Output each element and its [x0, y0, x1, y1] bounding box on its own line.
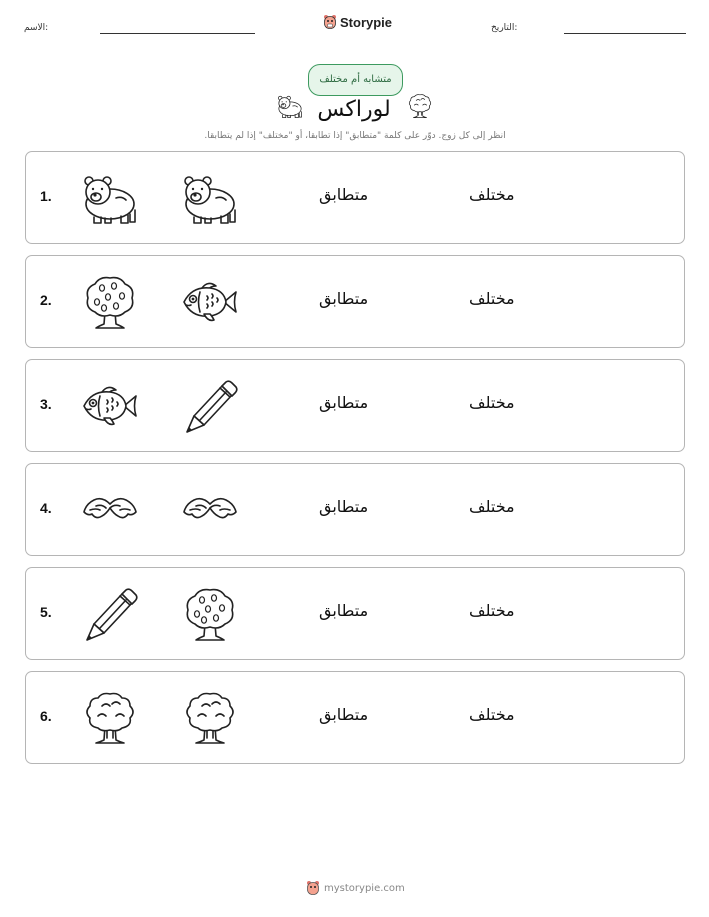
fruit-tree-icon: [80, 274, 140, 330]
date-label: التاريخ:: [491, 23, 518, 33]
date-line[interactable]: [564, 33, 686, 34]
pencil-icon: [80, 586, 140, 642]
same-option[interactable]: متطابق: [319, 601, 369, 620]
tree-icon: [406, 91, 434, 121]
brand-logo: [323, 14, 392, 30]
same-option[interactable]: متطابق: [319, 393, 369, 412]
worksheet-row: [25, 671, 685, 764]
fish-icon: [80, 378, 140, 434]
bear-icon: [80, 170, 140, 226]
row-number: 3.: [40, 396, 52, 412]
same-option[interactable]: متطابق: [319, 185, 369, 204]
worksheet-badge: متشابه أم مختلف: [308, 64, 403, 96]
storypie-mascot-icon: [306, 880, 320, 896]
row-number: 1.: [40, 188, 52, 204]
bear-icon: [275, 93, 305, 119]
tree-icon: [180, 690, 240, 746]
instructions: انظر إلى كل زوج. دوّر على كلمة "متطابق" إذا تطابقا، أو "مختلف" إذا لم يتطابقا.: [204, 131, 506, 141]
worksheet-row: [25, 255, 685, 348]
mustache-icon: [180, 482, 240, 538]
row-number: 5.: [40, 604, 52, 620]
same-option[interactable]: متطابق: [319, 497, 369, 516]
fruit-tree-icon: [180, 586, 240, 642]
different-option[interactable]: مختلف: [469, 497, 515, 516]
different-option[interactable]: مختلف: [469, 705, 515, 724]
storypie-mascot-icon: [323, 14, 337, 30]
row-number: 4.: [40, 500, 52, 516]
fish-icon: [180, 274, 240, 330]
worksheet-row: [25, 359, 685, 452]
same-option[interactable]: متطابق: [319, 705, 369, 724]
row-number: 6.: [40, 708, 52, 724]
name-line[interactable]: [100, 33, 255, 34]
worksheet-row: [25, 463, 685, 556]
different-option[interactable]: مختلف: [469, 393, 515, 412]
mustache-icon: [80, 482, 140, 538]
worksheet-title: لوراكس: [317, 97, 391, 122]
different-option[interactable]: مختلف: [469, 601, 515, 620]
row-number: 2.: [40, 292, 52, 308]
footer-site[interactable]: mystorypie.com: [324, 882, 405, 894]
brand-name: Storypie: [340, 14, 393, 30]
worksheet-row: [25, 567, 685, 660]
different-option[interactable]: مختلف: [469, 185, 515, 204]
name-label: الاسم:: [24, 23, 49, 33]
tree-icon: [80, 690, 140, 746]
same-option[interactable]: متطابق: [319, 289, 369, 308]
pencil-icon: [180, 378, 240, 434]
worksheet-row: [25, 151, 685, 244]
footer: [306, 880, 405, 896]
bear-icon: [180, 170, 240, 226]
different-option[interactable]: مختلف: [469, 289, 515, 308]
